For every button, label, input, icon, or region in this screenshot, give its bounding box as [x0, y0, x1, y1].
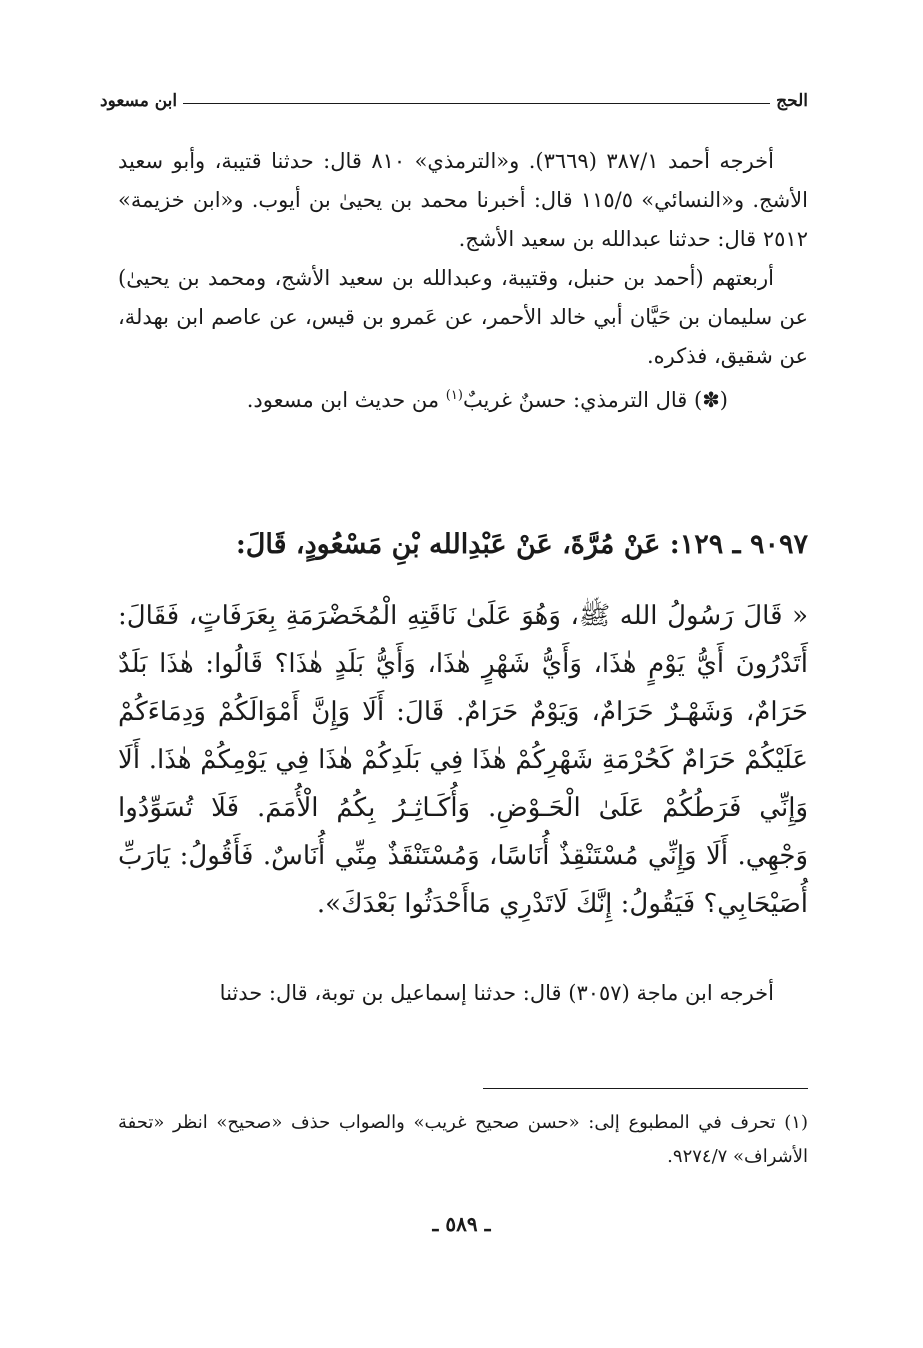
sources-block [118, 142, 808, 420]
hadith-heading: ٩٠٩٧ ـ ١٢٩: عَنْ مُرَّةَ، عَنْ عَبْدِالله بْنِ مَسْعُودٍ، قَالَ: [235, 529, 808, 560]
tirmidhi-comment-text: (✽) قال الترمذي: حسنٌ غريبٌ [462, 388, 728, 412]
footnote-separator [483, 1088, 808, 1089]
running-header [100, 88, 808, 118]
footnote-marker[interactable]: (١) [445, 388, 463, 403]
section-title: ابن مسعود [100, 88, 183, 114]
narrators-paragraph: أربعتهم (أحمد بن حنبل، وقتيبة، وعبدالله بن سعيد الأشج، ومحمد بن يحيىٰ) عن سليمان بن حَيَّان أبي خالد الأحمر، عن عَمرو بن قيس، عن عاصم ابن بهدلة، عن شقيق، فذكره. [118, 266, 808, 368]
page-number: ـ ٥٨٩ ـ [432, 1212, 491, 1236]
header-rule [100, 103, 808, 104]
chapter-title: الحج [770, 88, 808, 114]
tirmidhi-comment [118, 376, 808, 420]
sources-paragraph: أخرجه أحمد ٣٨٧/١ (٣٦٦٩). و«الترمذي» ٨١٠ قال: حدثنا قتيبة، وأبو سعيد الأشج. و«النسائي» ١١٥/٥ قال: أخبرنا محمد بن يحيىٰ بن أيوب. و«ابن خزيمة» ٢٥١٢ قال: حدثنا عبدالله بن سعيد الأشج. [118, 149, 808, 251]
tirmidhi-comment-tail: من حديث ابن مسعود. [246, 388, 446, 412]
footnote-text: (١) تحرف في المطبوع إلى: «حسن صحيح غريب» والصواب حذف «صحيح» انظر «تحفة الأشراف» ٩٢٧٤/٧. [118, 1112, 808, 1167]
takhrij-paragraph: أخرجه ابن ماجة (٣٠٥٧) قال: حدثنا إسماعيل بن توبة، قال: حدثنا [219, 981, 774, 1005]
hadith-text: « قَالَ رَسُولُ الله ﷺ، وَهُوَ عَلَىٰ نَاقَتِهِ الْمُخَضْرَمَةِ بِعَرَفَاتٍ، فَقَالَ: أَتَدْرُونَ أَيُّ يَوْمٍ هٰذَا، وَأَيُّ شَهْرٍ هٰذَا، وَأَيُّ بَلَدٍ هٰذَا؟ قَالُوا: هٰذَا بَلَدٌ حَرَامٌ، وَشَهْـرٌ حَرَامٌ، وَيَوْمٌ حَرَامٌ. قَالَ: أَلَا وَإِنَّ أَمْوَالَكُمْ وَدِمَاءَكُمْ عَلَيْكُمْ حَرَامٌ كَحُرْمَةِ شَهْرِكُمْ هٰذَا فِي بَلَدِكُمْ هٰذَا فِي يَوْمِكُمْ هٰذَا. أَلَا وَإِنِّي فَرَطُكُمْ عَلَىٰ الْحَـوْضِ. وَأُكَـاثِـرُ بِكُمُ الْأُمَمَ. فَلَا تُسَوِّدُوا وَجْهِي. أَلَا وَإِنِّي مُسْتَنْقِذٌ أُنَاسًا، وَمُسْتَنْقَذٌ مِنِّي أُنَاسٌ. فَأَقُولُ: يَارَبِّ أُصَيْحَابِي؟ فَيَقُولُ: إِنَّكَ لَاتَدْرِي مَاأَحْدَثُوا بَعْدَكَ». [118, 601, 809, 919]
